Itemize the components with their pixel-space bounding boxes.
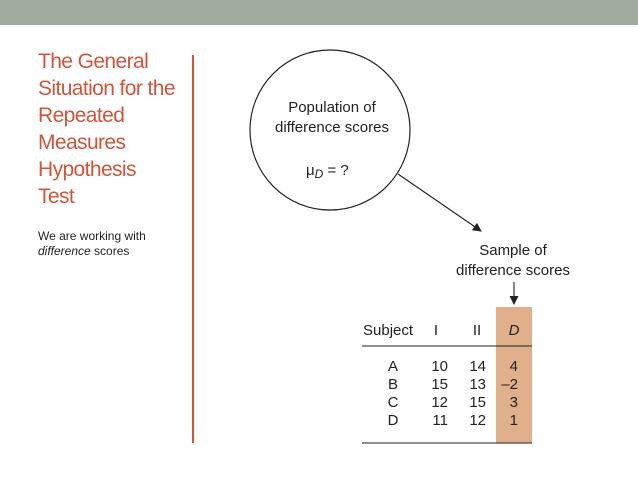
population-to-sample-arrow <box>398 174 481 231</box>
title-line: Measures <box>38 131 126 154</box>
sample-label-line1: Sample of <box>479 242 547 259</box>
cell-subject: B <box>387 376 399 393</box>
title-line: The General <box>38 50 149 73</box>
population-label-line2: difference scores <box>275 119 389 136</box>
cell-ii: 12 <box>469 412 486 429</box>
cell-subject: D <box>387 412 399 429</box>
sample-label-line2: difference scores <box>456 262 570 279</box>
cell-i: 11 <box>432 412 448 429</box>
cell-subject: A <box>387 358 399 375</box>
cell-i: 15 <box>431 376 448 393</box>
population-label-line1: Population of <box>288 99 376 116</box>
cell-subject: C <box>387 394 399 411</box>
cell-d: –2 <box>501 376 518 393</box>
header-i: I <box>433 322 439 339</box>
title-line: Situation for the <box>38 77 175 100</box>
header-d: D <box>508 322 520 339</box>
cell-ii: 13 <box>469 376 486 393</box>
mu-symbol: μ <box>306 162 315 179</box>
cell-ii: 15 <box>469 394 486 411</box>
cell-i: 10 <box>431 358 448 375</box>
cell-d: 3 <box>509 394 518 411</box>
title-line: Repeated <box>38 104 125 127</box>
cell-i: 12 <box>431 394 448 411</box>
note-line-1: We are working with <box>38 229 146 243</box>
header-ii: II <box>472 322 482 339</box>
cell-d: 1 <box>509 412 518 429</box>
note-rest: scores <box>90 244 130 258</box>
mu-subscript: D <box>314 167 324 181</box>
cell-d: 4 <box>509 358 518 375</box>
header-subject: Subject <box>363 322 414 339</box>
mu-expression <box>306 162 349 181</box>
title-line: Test <box>38 185 75 208</box>
title-line: Hypothesis <box>38 158 136 181</box>
cell-ii: 14 <box>469 358 486 375</box>
note-emphasis: difference <box>38 244 91 258</box>
mu-rest: = ? <box>323 162 349 179</box>
